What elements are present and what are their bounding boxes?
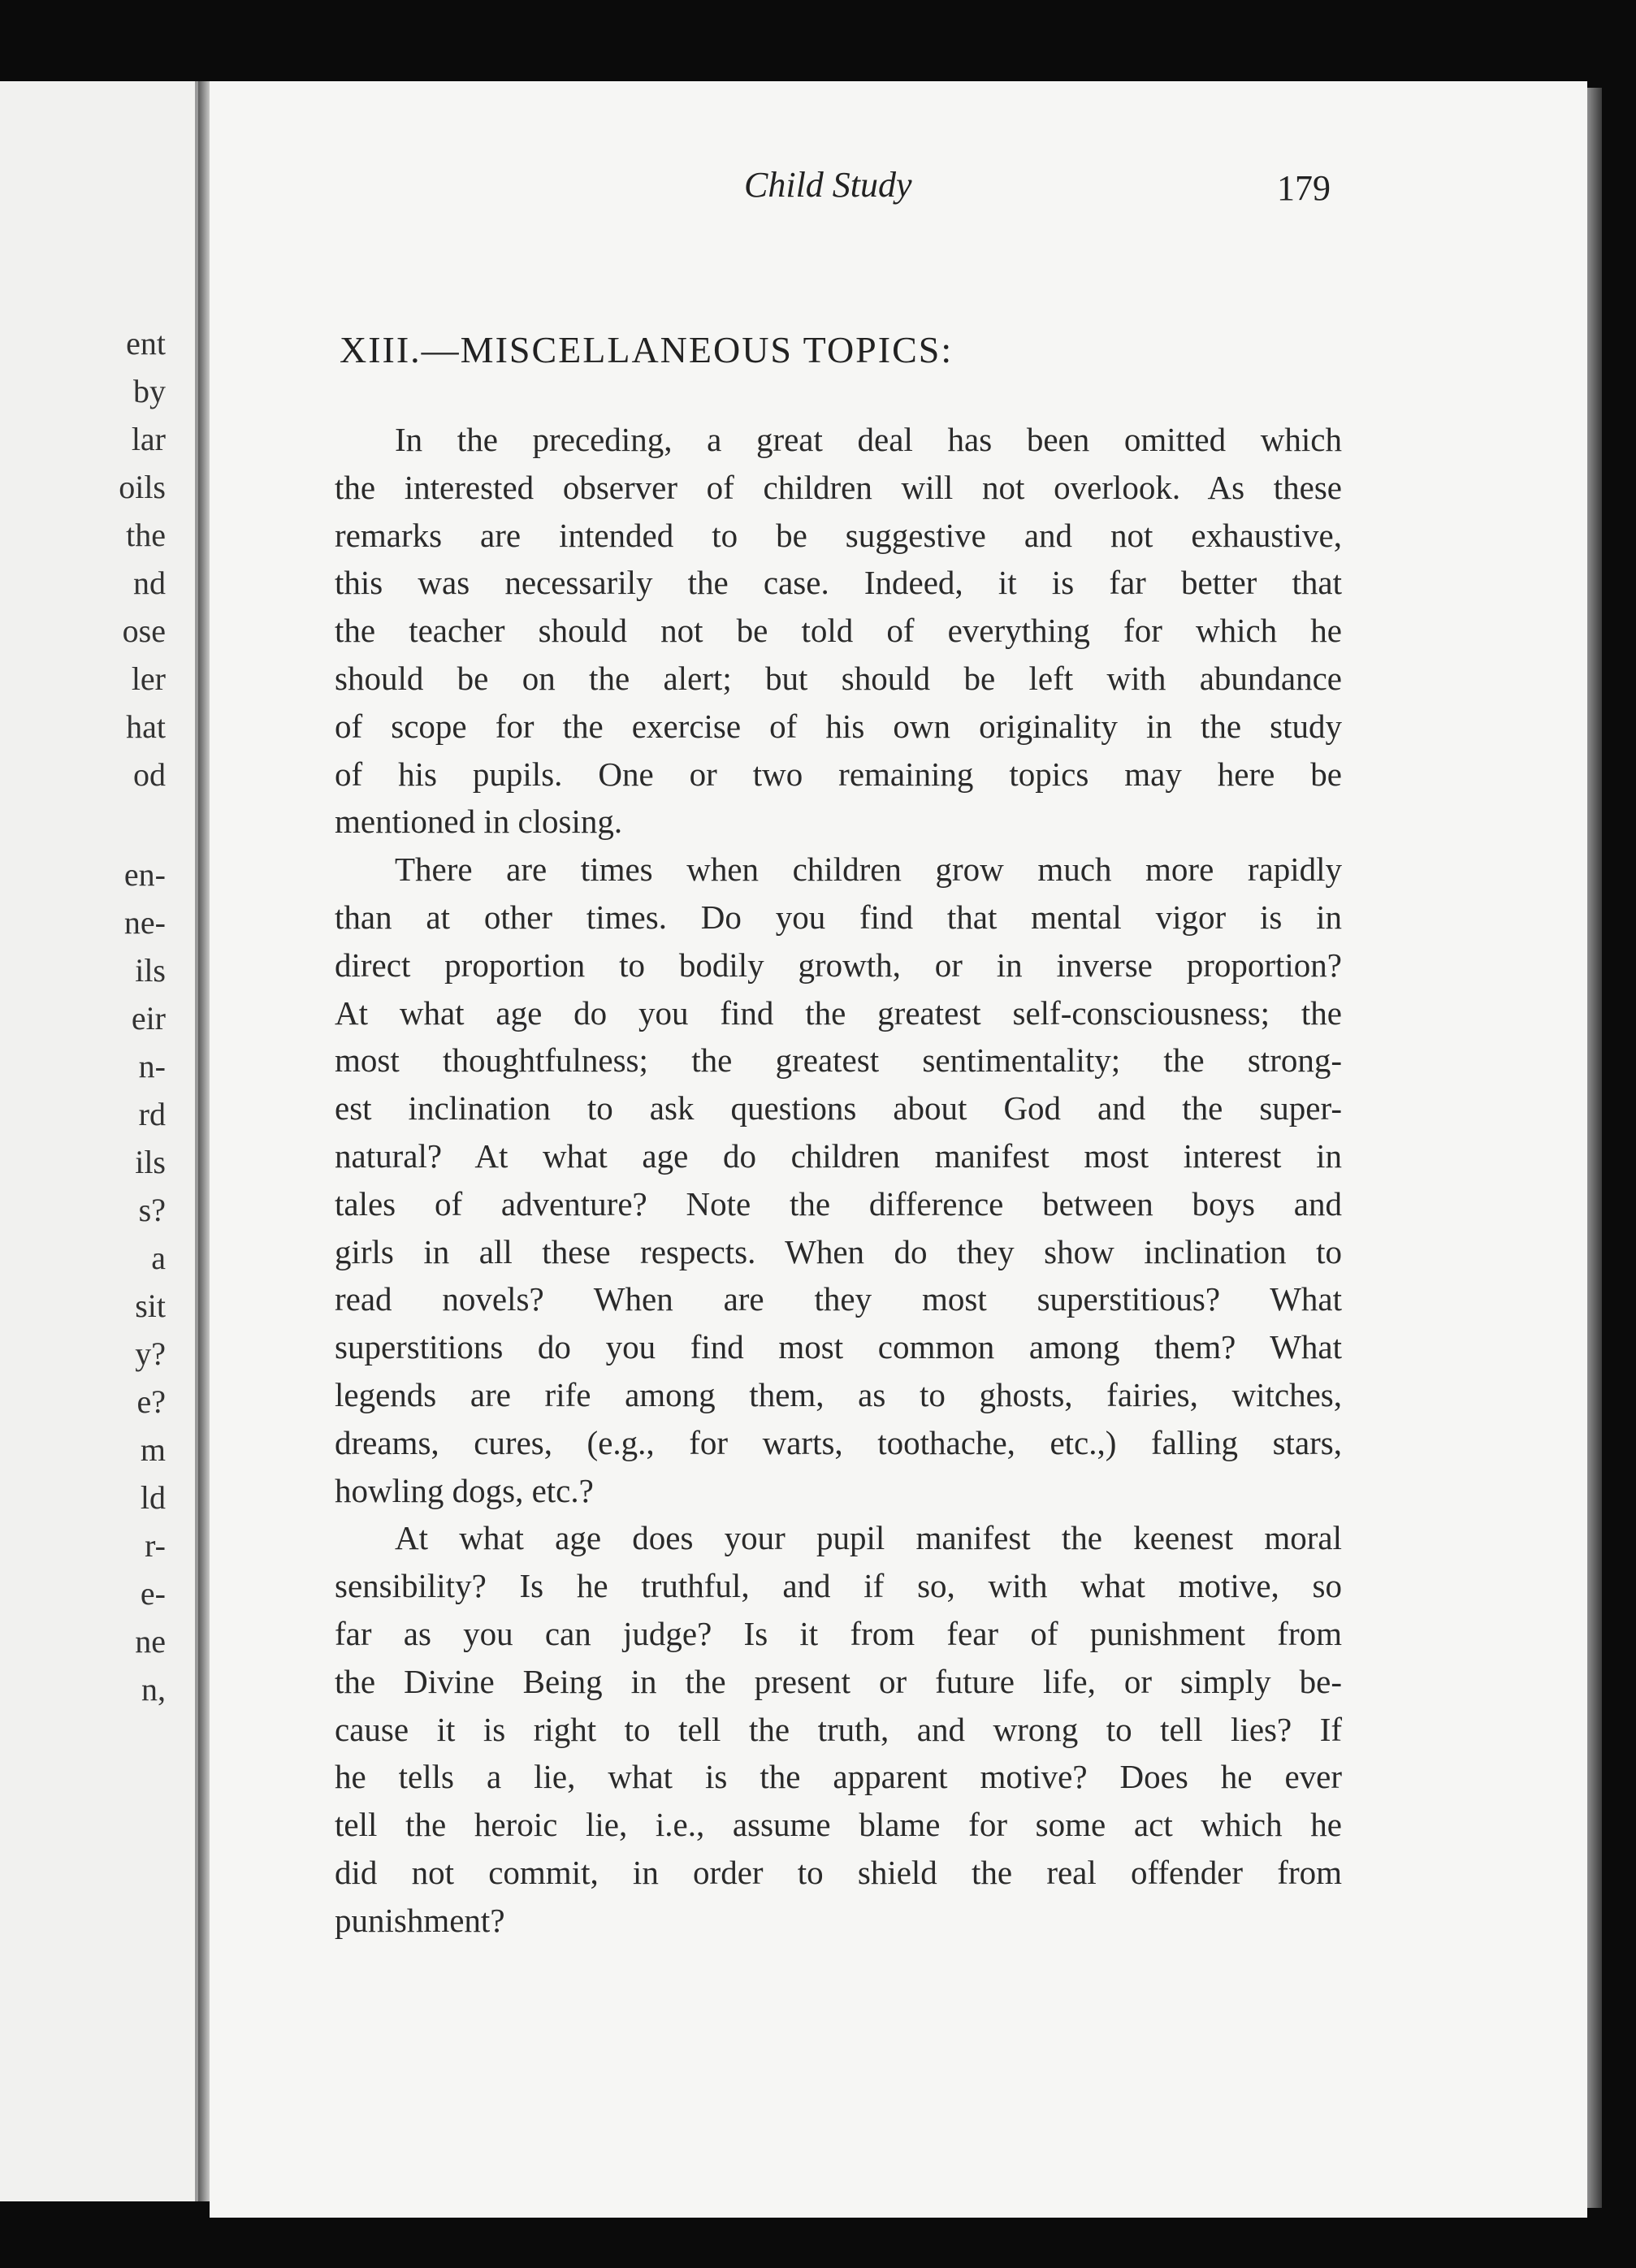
text-line: tales of adventure? Note the difference between boys and (335, 1184, 1342, 1223)
text-line: superstitions do you find most common among them? What (335, 1328, 1342, 1366)
left-page-text: n- (138, 1048, 166, 1084)
left-page-text: ler (131, 660, 166, 697)
left-page-text: e? (136, 1383, 166, 1420)
left-page-text: the (126, 517, 166, 553)
left-page-text: s? (138, 1192, 166, 1228)
left-page-text: a (151, 1240, 166, 1276)
left-page-text: oils (119, 469, 166, 505)
text-line: There are times when children grow much more rapidly (395, 850, 1342, 889)
left-page-text: m (140, 1431, 166, 1468)
left-page-text: lar (131, 421, 166, 457)
text-line: girls in all these respects. When do they show inclination to (335, 1232, 1342, 1270)
text-line: dreams, cures, (e.g., for warts, toothache, etc.,) falling stars, (335, 1423, 1342, 1461)
left-page-text: rd (138, 1096, 166, 1132)
left-page-text: ld (140, 1479, 166, 1516)
text-line: legends are rife among them, as to ghosts, fairies, witches, (335, 1375, 1342, 1413)
text-line: remarks are intended to be suggestive and not exhaustive, (335, 516, 1342, 554)
text-line: read novels? When are they most superstitious? What (335, 1280, 1342, 1318)
left-page-text: n, (141, 1671, 166, 1707)
left-page-text: by (133, 373, 166, 409)
text-line: this was necessarily the case. Indeed, it is far better that (335, 564, 1342, 602)
text-line: the interested observer of children will not overlook. As these (335, 468, 1342, 506)
text-line: punishment? (335, 1901, 505, 1939)
text-line: In the preceding, a great deal has been omitted which (395, 421, 1342, 458)
left-page-text: r- (145, 1527, 166, 1564)
section-title: XIII.—MISCELLANEOUS TOPICS: (340, 329, 954, 370)
text-line: direct proportion to bodily growth, or in inverse proportion? (335, 946, 1342, 984)
page-edge (1587, 88, 1602, 2208)
page-number: 179 (1277, 168, 1331, 208)
left-page-text: ils (135, 1144, 166, 1180)
text-line: cause it is right to tell the truth, and wrong to tell lies? If (335, 1710, 1342, 1748)
left-page-text: eir (131, 1000, 166, 1037)
text-line: sensibility? Is he truthful, and if so, with what motive, so (335, 1567, 1342, 1605)
text-line: of scope for the exercise of his own originality in the study (335, 707, 1342, 745)
text-line: At what age does your pupil manifest the keenest moral (395, 1519, 1342, 1557)
book-gutter (198, 81, 210, 2201)
left-page-text: nd (133, 565, 166, 601)
text-line: of his pupils. One or two remaining topics may here be (335, 755, 1342, 793)
text-line: most thoughtfulness; the greatest sentimentality; the strong- (335, 1041, 1342, 1080)
left-page-text: ne (135, 1623, 166, 1660)
text-line: natural? At what age do children manifest most interest in (335, 1136, 1342, 1175)
left-page-text: ils (135, 952, 166, 989)
left-page-text: sit (135, 1288, 166, 1324)
text-line: At what age do you find the greatest self-consciousness; the (335, 993, 1342, 1032)
body-text (335, 416, 1342, 1945)
left-page-text: ent (126, 325, 166, 361)
left-page-text: hat (126, 708, 166, 745)
text-line: mentioned in closing. (335, 803, 623, 841)
left-page-text: y? (135, 1335, 166, 1372)
left-page-text: od (133, 756, 166, 793)
text-line: should be on the alert; but should be left with abundance (335, 659, 1342, 697)
left-page-text: ne- (123, 904, 166, 941)
text-line: than at other times. Do you find that mental vigor is in (335, 898, 1342, 936)
text-line: far as you can judge? Is it from fear of punishment from (335, 1614, 1342, 1652)
text-line: the Divine Being in the present or future life, or simply be- (335, 1662, 1342, 1700)
text-line: tell the heroic lie, i.e., assume blame for some act which he (335, 1806, 1342, 1844)
left-page-text: e- (140, 1575, 166, 1612)
text-line: est inclination to ask questions about God and the super- (335, 1089, 1342, 1128)
text-line: the teacher should not be told of everything for which he (335, 612, 1342, 650)
left-page-fragment (0, 81, 198, 2201)
running-head-title: Child Study (744, 165, 912, 205)
text-line: did not commit, in order to shield the real offender from (335, 1853, 1342, 1891)
text-line: he tells a lie, what is the apparent motive? Does he ever (335, 1758, 1342, 1796)
left-page-text: en- (123, 856, 166, 893)
text-line: howling dogs, etc.? (335, 1471, 594, 1509)
left-page-text: ose (122, 612, 166, 649)
